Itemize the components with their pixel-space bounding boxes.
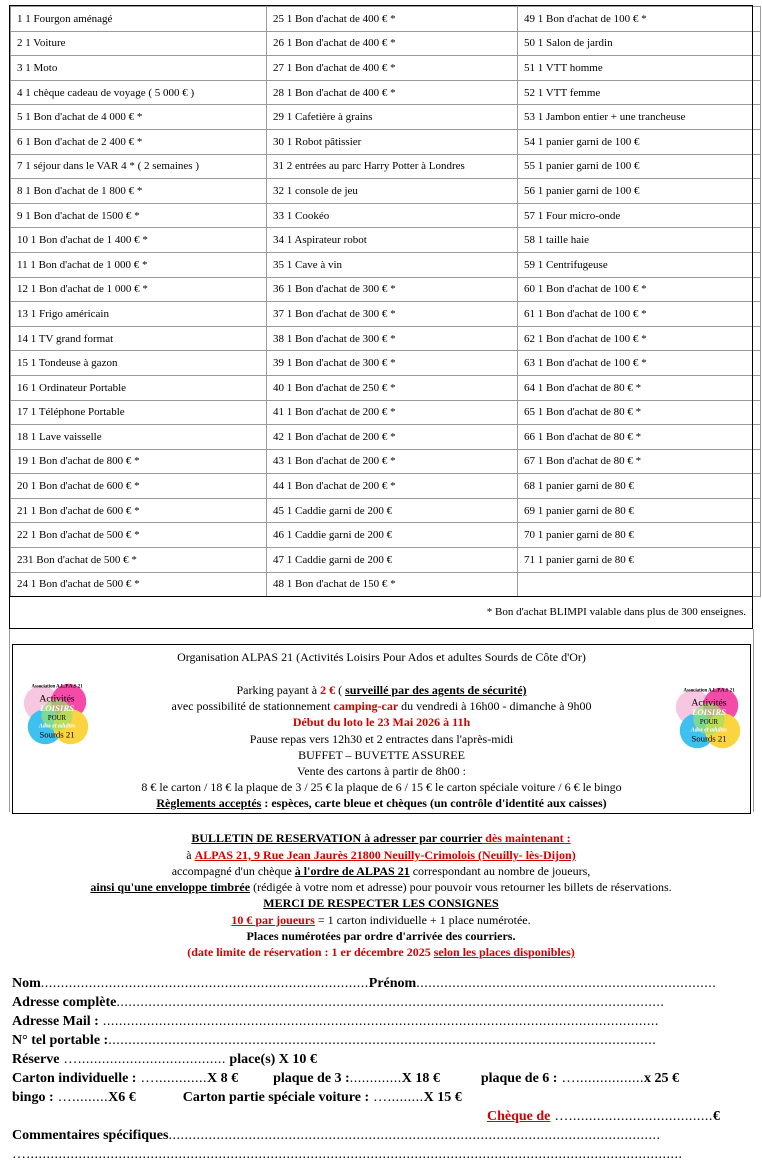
prize-cell: 3 1 Moto [11, 56, 267, 81]
prize-cell: 22 1 Bon d'achat de 500 € * [11, 523, 267, 548]
plaque6-field[interactable]: …................. [557, 1071, 644, 1086]
prize-cell: 35 1 Cave à vin [267, 252, 518, 277]
prize-cell: 46 1 Caddie garni de 200 € [267, 523, 518, 548]
prize-row [11, 523, 761, 548]
prize-row [11, 400, 761, 425]
start-line: Début du loto le 23 Mai 2026 à 11h [292, 715, 471, 729]
voiture-price: X 15 € [423, 1090, 462, 1105]
prize-row [11, 302, 761, 327]
prize-row [11, 375, 761, 400]
prize-cell: 5 1 Bon d'achat de 4 000 € * [11, 105, 267, 130]
row-adresse [12, 995, 664, 1011]
parking-line [13, 683, 750, 698]
prize-cell: 43 1 Bon d'achat de 200 € * [267, 449, 518, 474]
prize-cell: 61 1 Bon d'achat de 100 € * [518, 302, 761, 327]
org-title: Organisation ALPAS 21 (Activités Loisirs Pour Ados et adultes Sourds de Côte d'Or) [177, 650, 586, 664]
left-margin-line [9, 629, 10, 812]
deadline-rest: selon les places disponibles) [433, 945, 575, 959]
prices-line: 8 € le carton / 18 € la plaque de 3 / 25 € la plaque de 6 / 15 € le carton spéciale voiture / 6 € le bingo [141, 780, 622, 794]
cheque-label: Chèque de [487, 1109, 551, 1124]
prize-cell: 14 1 TV grand format [11, 326, 267, 351]
prize-row [11, 129, 761, 154]
prize-cell: 64 1 Bon d'achat de 80 € * [518, 375, 761, 400]
row-comments [12, 1128, 660, 1144]
prize-cell: 4 1 chèque cadeau de voyage ( 5 000 € ) [11, 80, 267, 105]
voiture-label: Carton partie spéciale voiture : [182, 1090, 370, 1105]
prize-cell: 16 1 Ordinateur Portable [11, 375, 267, 400]
logo-assoc: Association A.L.P.A.S 21 [683, 688, 735, 694]
reservation-title-text: BULLETIN DE RESERVATION à adresser par courrier [191, 831, 483, 845]
tel-label: N° tel portable : [12, 1033, 109, 1048]
cheque-text: accompagné d'un chèque [171, 864, 295, 878]
plaque3-label: plaque de 3 : [273, 1071, 350, 1086]
prize-row [11, 572, 761, 597]
parking-text: Parking payant à [236, 683, 321, 697]
prize-cell: 37 1 Bon d'achat de 300 € * [267, 302, 518, 327]
row-mail [12, 1014, 659, 1030]
mail-field[interactable]: ........................................................................................................................................... [98, 1014, 659, 1029]
row-bingo [12, 1090, 462, 1106]
prize-cell: 51 1 VTT homme [518, 56, 761, 81]
prize-cell: 44 1 Bon d'achat de 200 € * [267, 474, 518, 499]
carton-label: Carton individuelle : [12, 1071, 137, 1086]
prize-cell: 68 1 panier garni de 80 € [518, 474, 761, 499]
adresse-field[interactable]: ......................................................................................................................................... [116, 995, 665, 1010]
prize-cell: 1 1 Fourgon aménagé [11, 7, 267, 32]
deadline-text: (date limite de réservation : 1 er décembre 2025 [187, 945, 434, 959]
prize-cell: 55 1 panier garni de 100 € [518, 154, 761, 179]
deadline-line [0, 945, 762, 960]
buffet-line: BUFFET – BUVETTE ASSUREE [298, 748, 465, 762]
prize-row [11, 548, 761, 573]
euro-sign: € [712, 1109, 720, 1124]
row-carton [12, 1071, 679, 1087]
prize-cell: 48 1 Bon d'achat de 150 € * [267, 572, 518, 597]
parking-sep: ( [335, 683, 346, 697]
row-reserve [12, 1052, 317, 1068]
row-comments-2 [12, 1147, 683, 1163]
logo-ados: Ados et adultes [38, 723, 76, 730]
plaque3-field[interactable]: ............. [349, 1071, 402, 1086]
prize-cell: 34 1 Aspirateur robot [267, 228, 518, 253]
prize-cell: 9 1 Bon d'achat de 1500 € * [11, 203, 267, 228]
prize-cell: 10 1 Bon d'achat de 1 400 € * [11, 228, 267, 253]
prize-cell: 62 1 Bon d'achat de 100 € * [518, 326, 761, 351]
prize-cell: 52 1 VTT femme [518, 80, 761, 105]
comments-label: Commentaires spécifiques [12, 1128, 169, 1143]
prize-cell: 21 1 Bon d'achat de 600 € * [11, 498, 267, 523]
comments-field-2[interactable]: ….................................................................................................................................................................... [12, 1147, 683, 1162]
prize-row [11, 228, 761, 253]
prize-cell: 24 1 Bon d'achat de 500 € * [11, 572, 267, 597]
prize-row [11, 326, 761, 351]
prize-cell: 36 1 Bon d'achat de 300 € * [267, 277, 518, 302]
prize-cell: 2 1 Voiture [11, 31, 267, 56]
logo-activites: Activités [691, 697, 727, 709]
prize-cell: 50 1 Salon de jardin [518, 31, 761, 56]
reserve-field[interactable]: …..................................... [59, 1052, 226, 1067]
prenom-label: Prénom [368, 976, 417, 991]
places-line: Places numérotées par ordre d'arrivée des courriers. [246, 929, 516, 943]
plaque6-price: x 25 € [643, 1071, 679, 1086]
prize-cell: 12 1 Bon d'achat de 1 000 € * [11, 277, 267, 302]
prize-cell: 39 1 Bon d'achat de 300 € * [267, 351, 518, 376]
prize-row [11, 498, 761, 523]
prize-cell: 67 1 Bon d'achat de 80 € * [518, 449, 761, 474]
prize-row [11, 105, 761, 130]
prize-cell: 56 1 panier garni de 100 € [518, 179, 761, 204]
address-line [0, 848, 762, 863]
prize-cell: 15 1 Tondeuse à gazon [11, 351, 267, 376]
prize-cell: 231 Bon d'achat de 500 € * [11, 548, 267, 573]
prize-row [11, 203, 761, 228]
row-nom [12, 976, 716, 992]
logo-ados: Ados et adultes [690, 727, 728, 734]
bingo-field[interactable]: …......... [53, 1090, 109, 1105]
prenom-field[interactable]: ........................................................................... [416, 976, 717, 991]
prize-cell: 29 1 Cafetière à grains [267, 105, 518, 130]
parking-price: 2 € [320, 683, 336, 697]
prize-cell: 69 1 panier garni de 80 € [518, 498, 761, 523]
row-tel [12, 1033, 656, 1049]
prize-cell: 47 1 Caddie garni de 200 € [267, 548, 518, 573]
prize-cell: 20 1 Bon d'achat de 600 € * [11, 474, 267, 499]
price-red: 10 € par joueurs [231, 913, 315, 927]
address-text: ALPAS 21, 9 Rue Jean Jaurès 21800 Neuilly-Crimolois (Neuilly- lès-Dijon) [194, 848, 576, 862]
logo-sourds: Sourds 21 [691, 733, 727, 744]
prize-cell: 57 1 Four micro-onde [518, 203, 761, 228]
row-cheque [487, 1109, 720, 1125]
prize-row [11, 154, 761, 179]
camping-word: camping-car [333, 699, 399, 713]
price-rest: = 1 carton individuelle + 1 place numérotée. [314, 913, 531, 927]
cheque-rest: correspondant au nombre de joueurs, [409, 864, 591, 878]
voiture-field[interactable]: …......... [369, 1090, 424, 1105]
payments-label: Règlements acceptés [156, 796, 262, 810]
carton-price: X 8 € [206, 1071, 239, 1086]
prize-row [11, 425, 761, 450]
prize-row [11, 277, 761, 302]
prize-cell: 13 1 Frigo américain [11, 302, 267, 327]
prize-cell: 65 1 Bon d'achat de 80 € * [518, 400, 761, 425]
prize-cell: 63 1 Bon d'achat de 100 € * [518, 351, 761, 376]
mail-label: Adresse Mail : [12, 1014, 99, 1029]
parking-guard: surveillé par des agents de sécurité) [345, 683, 527, 697]
envelope-line [0, 880, 762, 895]
prize-cell: 26 1 Bon d'achat de 400 € * [267, 31, 518, 56]
organisation-box [12, 644, 751, 814]
logo-sourds: Sourds 21 [39, 729, 75, 740]
payments-line [13, 796, 750, 811]
prize-cell: 71 1 panier garni de 80 € [518, 548, 761, 573]
prize-cell: 60 1 Bon d'achat de 100 € * [518, 277, 761, 302]
prize-row [11, 7, 761, 32]
logo-activites: Activités [39, 693, 75, 705]
prize-cell: 31 2 entrées au parc Harry Potter à Londres [267, 154, 518, 179]
prize-cell: 66 1 Bon d'achat de 80 € * [518, 425, 761, 450]
prize-row [11, 351, 761, 376]
reservation-title [0, 831, 762, 846]
logo-loisirs: LOISIRS [39, 703, 75, 714]
prize-row [11, 80, 761, 105]
prize-cell: 18 1 Lave vaisselle [11, 425, 267, 450]
comments-field[interactable]: ........................................................................................................................... [168, 1128, 661, 1143]
cheque-field[interactable]: ….................................... [550, 1109, 713, 1124]
prize-cell: 27 1 Bon d'achat de 400 € * [267, 56, 518, 81]
prize-row [11, 449, 761, 474]
prize-cell: 59 1 Centrifugeuse [518, 252, 761, 277]
prize-cell: 38 1 Bon d'achat de 300 € * [267, 326, 518, 351]
prize-cell: 58 1 taille haie [518, 228, 761, 253]
right-margin-line [753, 629, 754, 812]
reservation-title-red: dès maintenant : [482, 831, 571, 845]
logo-assoc: Association A.L.P.A.S 21 [31, 684, 83, 690]
nom-label: Nom [12, 976, 41, 991]
prize-cell: 41 1 Bon d'achat de 200 € * [267, 400, 518, 425]
prize-row [11, 179, 761, 204]
pause-line: Pause repas vers 12h30 et 2 entractes dans l'après-midi [249, 732, 514, 746]
prize-cell: 6 1 Bon d'achat de 2 400 € * [11, 129, 267, 154]
prize-cell: 30 1 Robot pâtissier [267, 129, 518, 154]
price-line [0, 913, 762, 928]
sale-line: Vente des cartons à partir de 8h00 : [297, 764, 466, 778]
logo-loisirs: LOISIRS [691, 707, 727, 718]
prize-cell: 32 1 console de jeu [267, 179, 518, 204]
address-prefix: à [186, 848, 195, 862]
prize-cell: 40 1 Bon d'achat de 250 € * [267, 375, 518, 400]
prize-row [11, 31, 761, 56]
prize-cell: 70 1 panier garni de 80 € [518, 523, 761, 548]
adresse-label: Adresse complète [12, 995, 117, 1010]
prize-cell: 49 1 Bon d'achat de 100 € * [518, 7, 761, 32]
logo-pour: POUR [47, 714, 67, 722]
respect-line: MERCI DE RESPECTER LES CONSIGNES [263, 896, 499, 910]
prize-cell: 8 1 Bon d'achat de 1 800 € * [11, 179, 267, 204]
envelope-bold: ainsi qu'une enveloppe timbrée [90, 880, 251, 894]
payments-text: : espèces, carte bleue et chèques (un contrôle d'identité aux caisses) [261, 796, 607, 810]
cheque-line [0, 864, 762, 879]
prize-cell: 7 1 séjour dans le VAR 4 * ( 2 semaines ) [11, 154, 267, 179]
plaque6-label: plaque de 6 : [480, 1071, 558, 1086]
prize-cell: 19 1 Bon d'achat de 800 € * [11, 449, 267, 474]
alpas-logo-right [670, 680, 748, 758]
cheque-order: à l'ordre de ALPAS 21 [294, 864, 410, 878]
prize-row [11, 252, 761, 277]
prize-cell: 28 1 Bon d'achat de 400 € * [267, 80, 518, 105]
camping-hours: du vendredi à 16h00 - dimanche à 9h00 [398, 699, 592, 713]
camping-text: avec possibilité de stationnement [171, 699, 334, 713]
reserve-unit: place(s) X 10 € [225, 1052, 317, 1067]
prize-cell: 17 1 Téléphone Portable [11, 400, 267, 425]
bingo-price: X6 € [108, 1090, 136, 1105]
envelope-rest: (rédigée à votre nom et adresse) pour pouvoir vous retourner les billets de réservations. [250, 880, 672, 894]
nom-field[interactable]: .................................................................................. [40, 976, 369, 991]
prize-cell: 54 1 panier garni de 100 € [518, 129, 761, 154]
prize-cell: 11 1 Bon d'achat de 1 000 € * [11, 252, 267, 277]
alpas-logo-left [18, 676, 96, 754]
bingo-label: bingo : [12, 1090, 54, 1105]
carton-field[interactable]: …............. [136, 1071, 207, 1086]
tel-field[interactable]: ......................................................................................................................................... [108, 1033, 657, 1048]
prize-row [11, 474, 761, 499]
prize-cell: 25 1 Bon d'achat de 400 € * [267, 7, 518, 32]
blimpi-note [9, 597, 753, 629]
note-text: * Bon d'achat BLIMPI valable dans plus de 300 enseignes. [486, 606, 746, 618]
logo-pour: POUR [699, 718, 719, 726]
prize-row [11, 56, 761, 81]
prize-table [10, 6, 761, 597]
prize-cell: 33 1 Cookéo [267, 203, 518, 228]
prize-cell: 45 1 Caddie garni de 200 € [267, 498, 518, 523]
prize-cell: 53 1 Jambon entier + une trancheuse [518, 105, 761, 130]
camping-line [13, 699, 750, 714]
prize-cell [518, 572, 761, 597]
prize-cell: 42 1 Bon d'achat de 200 € * [267, 425, 518, 450]
plaque3-price: X 18 € [401, 1071, 440, 1086]
reserve-label: Réserve [12, 1052, 60, 1067]
